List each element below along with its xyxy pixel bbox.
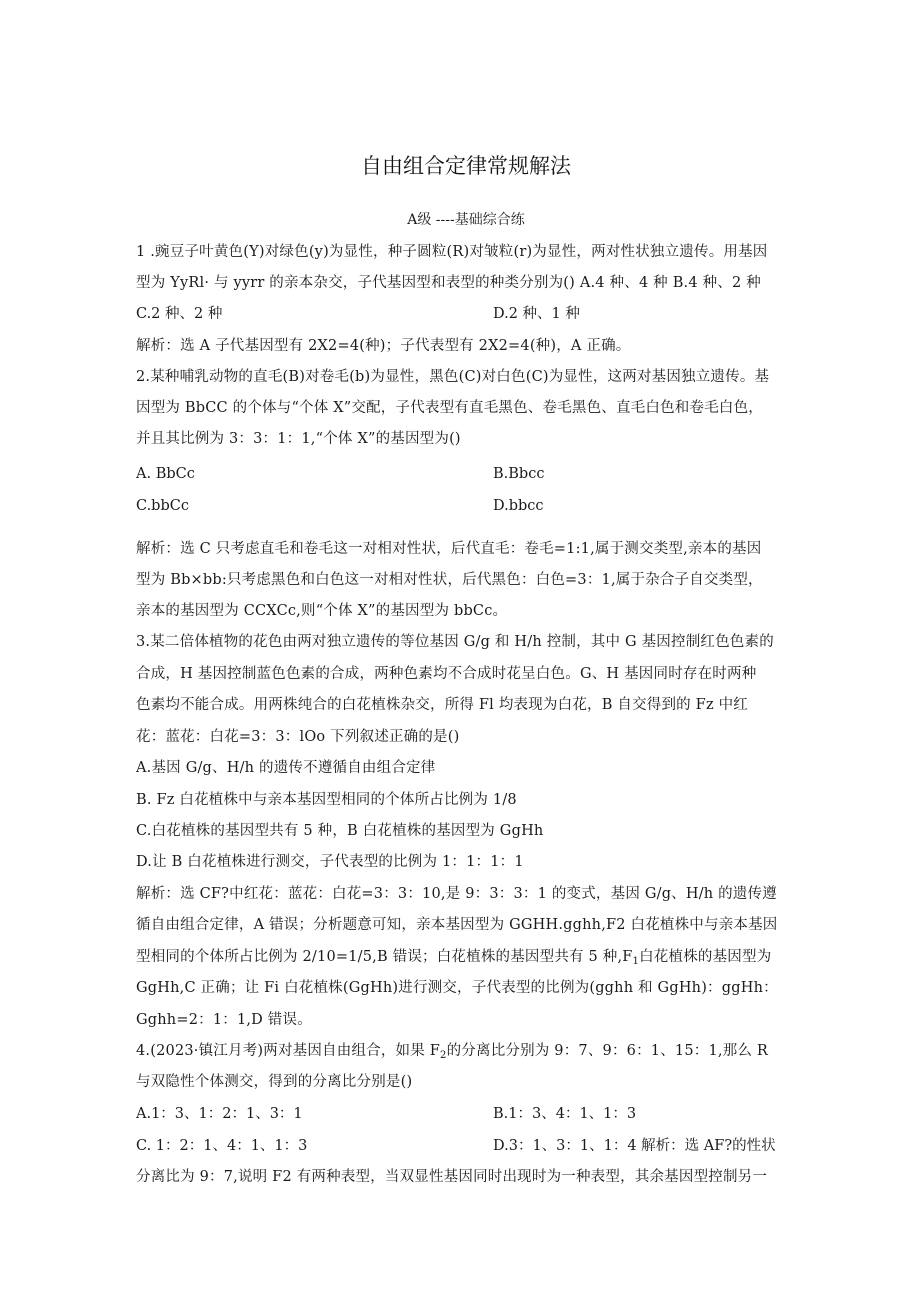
q4-option-d: D.3：1、3：1、1：4 解析：选 AF?的性状 [493,1138,776,1154]
page-title: 自由组合定律常规解法 [361,154,571,178]
q2-line-1: 2.某种哺乳动物的直毛(B)对卷毛(b)为显性，黑色(C)对白色(C)为显性，这两对基因独立遗传。基 [136,369,770,385]
q3-option-d: D.让 B 白花植株进行测交，子代表型的比例为 1：1：1：1 [136,854,524,870]
q3-option-c: C.白花植株的基因型共有 5 种，B 白花植株的基因型为 GgHh [136,823,544,839]
q2-option-c: C.bbCc [136,498,189,514]
section-subtitle: A级 ----基础综合练 [407,212,525,228]
q1-explanation: 解析：选 A 子代基因型有 2X2=4(种)；子代表型有 2X2=4(种)，A 正确。 [136,338,631,354]
q3-explanation-4: GgHh,C 正确；让 Fi 白花植株(GgHh)进行测交，子代表型的比例为(gghh 和 GgHh)：ggHh： [136,980,778,996]
q2-option-d: D.bbcc [493,498,544,514]
q1-line-1: 1 .豌豆子叶黄色(Y)对绿色(y)为显性，种子圆粒(R)对皱粒(r)为显性，两对性状独立遗传。用基因 [136,244,768,260]
q2-line-3: 并且其比例为 3：3：1：1,“个体 X”的基因型为() [136,431,461,447]
q3-line-2: 合成，H 基因控制蓝色色素的合成，两种色素均不合成时花呈白色。G、H 基因同时存在时两种 [136,666,757,682]
q2-explanation-1: 解析：选 C 只考虑直毛和卷毛这一对相对性状，后代直毛：卷毛=1:1,属于测交类型,亲本的基因 [136,541,762,557]
q3-explanation-1: 解析：选 CF?中红花：蓝花：白花=3：3：10,是 9：3：3：1 的变式，基因 G/g、H/h 的遗传遵 [136,886,777,902]
q3-line-1: 3.某二倍体植物的花色由两对独立遗传的等位基因 G/g 和 H/h 控制，其中 G 基因控制红色色素的 [136,634,774,650]
q4-option-c: C. 1：2：1、4：1、1：3 [136,1138,308,1154]
q3-explanation-3-part-a: 型相同的个体所占比例为 2/10=1/5,B 错误；白花植株的基因型共有 5 种, [136,949,623,965]
q2-explanation-3: 亲本的基因型为 CCXCc,则“个体 X”的基因型为 bbCc。 [136,603,508,619]
f1-subscript: 1 [632,956,640,967]
q1-option-c: C.2 种、2 种 [136,306,223,322]
q4-line-1 [136,1041,768,1066]
q3-explanation-2: 循自由组合定律，A 错误；分析题意可知，亲本基因型为 GGHH.gghh,F2 白花植株中与亲本基因 [136,917,778,933]
q4-line-1-part-b: 的分离比分别为 9：7、9：6：1、15：1,那么 R [446,1043,769,1059]
q3-explanation-3 [136,947,771,972]
f1-symbol: F [622,949,633,965]
q2-option-a: A. BbCc [136,466,195,482]
f2-subscript: 2 [440,1050,447,1061]
q4-option-b: B.1：3、4：1、1：3 [493,1106,637,1122]
q4-explanation-1: 分离比为 9：7,说明 F2 有两种表型，当双显性基因同时出现时为一种表型，其余基因型控制另一 [136,1169,768,1185]
q2-explanation-2: 型为 Bb×bb:只考虑黑色和白色这一对相对性状，后代黑色：白色=3：1,属于杂合子自交类型， [136,572,763,588]
q3-option-b: B. Fz 白花植株中与亲本基因型相同的个体所占比例为 1/8 [136,792,517,808]
q3-line-4: 花：蓝花：白花=3：3：lOo 下列叙述正确的是() [136,729,460,745]
q4-option-a: A.1：3、1：2：1、3：1 [136,1106,303,1122]
q3-explanation-3-part-b: 白花植株的基因型为 [639,949,772,965]
q3-line-3: 色素均不能合成。用两株纯合的白花植株杂交，所得 Fl 均表现为白花，B 自交得到的 Fz 中红 [136,697,748,713]
q2-line-2: 因型为 BbCC 的个体与“个体 X”交配，子代表型有直毛黑色、卷毛黑色、直毛白色和卷毛白色， [136,400,763,416]
q3-option-a: A.基因 G/g、H/h 的遗传不遵循自由组合定律 [136,760,436,776]
q4-line-1-part-a: 4.(2023·镇江月考)两对基因自由组合，如果 F [136,1043,441,1059]
q4-line-2: 与双隐性个体测交，得到的分离比分别是() [136,1074,413,1090]
q3-explanation-5: Gghh=2：1：1,D 错误。 [136,1012,312,1028]
q2-option-b: B.Bbcc [493,466,545,482]
q1-option-d: D.2 种、1 种 [493,306,580,322]
q1-line-2: 型为 YyRl· 与 yyrr 的亲本杂交，子代基因型和表型的种类分别为() A.4 种、4 种 B.4 种、2 种 [136,275,761,291]
